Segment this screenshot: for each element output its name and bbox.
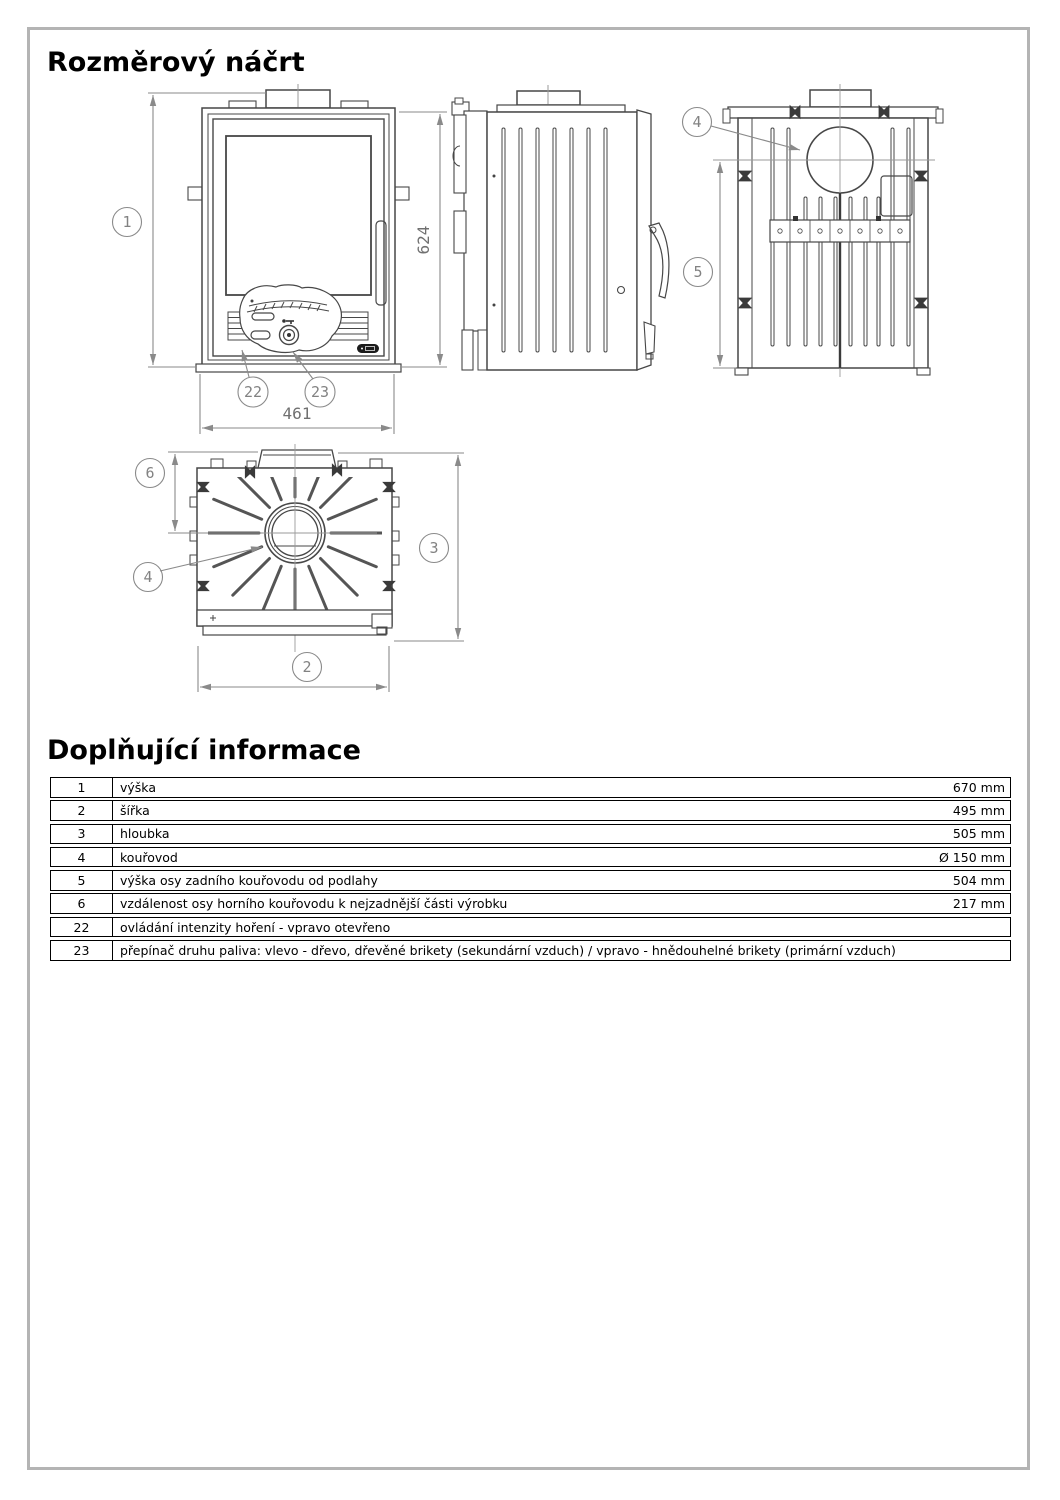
table-row [50,917,1011,938]
row-value [1005,918,1010,937]
row-label: hloubka [120,826,170,842]
callout-5-label: 5 [693,263,703,281]
row-label: výška [120,779,156,795]
callout-6-label: 6 [145,464,155,482]
row-label: šířka [120,803,150,819]
dimensional-drawing [0,0,1060,730]
table-row [50,940,1011,961]
callout-1-label: 1 [122,213,132,231]
back-view-drawing [723,84,943,377]
row-value: 505 mm [952,826,1005,842]
row-label: výška osy zadního kouřovodu od podlahy [120,872,378,888]
row-label: ovládání intenzity hoření - vpravo otevřeno [120,919,391,935]
row-number: 2 [51,801,113,820]
row-label: přepínač druhu paliva: vlevo - dřevo, dřevěné brikety (sekundární vzduch) / vpravo - hnědouhelné brikety (primární vzduch) [120,942,896,958]
brand-logo-pill [357,344,379,353]
row-value: Ø 150 mm [939,849,1005,865]
row-number: 5 [51,871,113,890]
table-row [50,777,1011,798]
callout-4b-label: 4 [143,568,153,586]
callout-4-label: 4 [692,113,702,131]
top-view-drawing [190,444,399,652]
row-number: 6 [51,894,113,913]
row-value: 670 mm [952,779,1005,795]
control-panel-blob [240,285,342,353]
row-label: kouřovod [120,849,178,865]
section-title-dimensional-sketch: Rozměrový náčrt [47,47,305,78]
side-view-drawing [452,85,669,370]
table-row [50,870,1011,891]
table-row [50,893,1011,914]
row-label: vzdálenost osy horního kouřovodu k nejzadnější části výrobku [120,896,508,912]
table-row [50,800,1011,821]
row-number: 1 [51,778,113,797]
dim-461-label: 461 [282,404,312,423]
dim-624-label: 624 [414,225,433,255]
callout-2-label: 2 [302,658,312,676]
back-bracket-bar [770,216,910,242]
table-row [50,847,1011,868]
section-title-additional-info: Doplňující informace [47,735,361,766]
row-number: 22 [51,918,113,937]
row-value: 504 mm [952,872,1005,888]
callout-3-label: 3 [429,539,439,557]
row-value: 495 mm [952,803,1005,819]
table-row [50,824,1011,845]
row-number: 23 [51,941,113,960]
row-value [1005,941,1010,960]
callout-23-label: 23 [310,383,330,401]
callout-22-label: 22 [243,383,263,401]
row-number: 4 [51,848,113,867]
front-view-drawing [188,84,409,372]
row-number: 3 [51,825,113,844]
additional-info-table [50,777,1011,963]
row-value: 217 mm [952,896,1005,912]
